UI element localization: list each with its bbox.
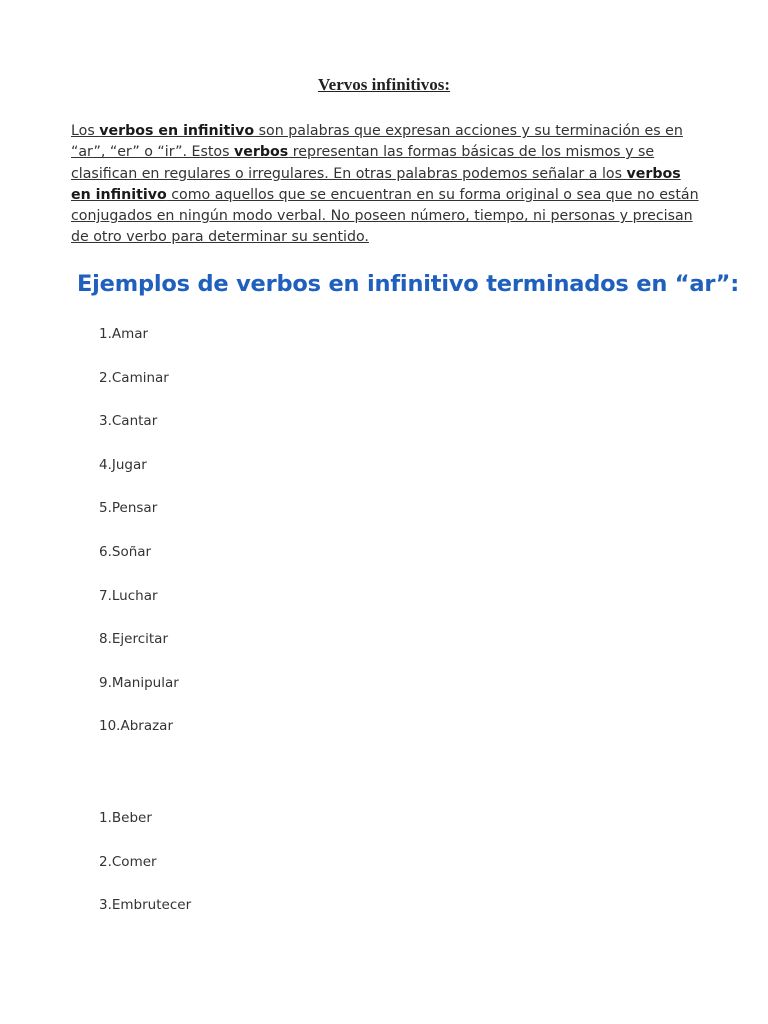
verb-list-er [99,808,191,939]
section-heading-ar: Ejemplos de verbos en infinitivo terminados en “ar”: [77,271,740,297]
list-item: 4.Jugar [99,456,147,473]
list-item: 9.Manipular [99,674,179,691]
list-item: 3.Cantar [99,413,158,430]
list-item: 3.Embrutecer [99,897,192,914]
list-item: 6.Soñar [99,543,152,560]
verb-list-ar [99,324,179,760]
list-item: 1.Amar [99,326,149,342]
bold-term: verbos en infinitivo [99,123,255,139]
list-item: 7.Luchar [99,587,158,604]
list-item: 8.Ejercitar [99,631,169,648]
bold-term: verbos [234,144,289,161]
intro-paragraph: Los verbos en infinitivo son palabras que expresan acciones y su terminación es en “ar”, “er” o “ir”. Estos verbos representan las formas básicas de los mismos y se clasifican en regulares o irregulares. En otras palabras podemos señalar a los verbos en infinitivo como aquellos que se encuentran en su forma original o sea que no están conjugados en ningún modo verbal. No poseen número, tiempo, ni personas y precisan de otro verbo para determinar su sentido. [71,123,699,246]
list-item: 2.Caminar [99,369,169,386]
list-item: 10.Abrazar [99,718,174,735]
bold-term: verbos en infinitivo [71,165,681,203]
list-item: 2.Comer [99,853,157,870]
document-title: Vervos infinitivos: [317,75,451,94]
list-item: 5.Pensar [99,500,158,517]
list-item: 1.Beber [99,810,152,826]
